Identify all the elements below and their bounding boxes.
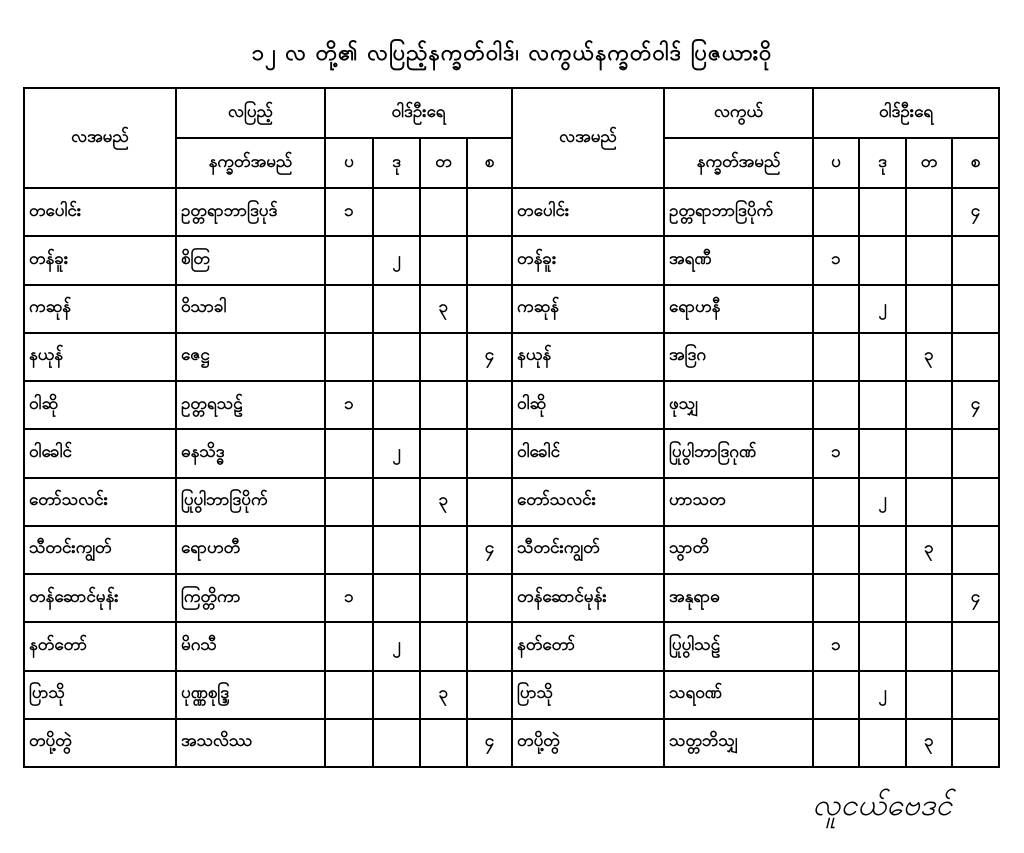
header-right-group: ဝါဒ်ဦးရေ [813, 88, 999, 138]
new-count-cell [952, 285, 999, 333]
full-count-cell [373, 285, 420, 333]
header-right-sub-1: ပ [813, 138, 859, 188]
month-cell: နတ်တော် [512, 622, 664, 670]
month-cell: ပြာသို [512, 671, 664, 719]
full-count-cell [467, 188, 512, 236]
new-moon-star-cell: ဥတ္တရာဘာဒြပိုက် [664, 188, 813, 236]
full-count-cell: ၄ [467, 333, 512, 381]
header-right-month: လအမည် [512, 88, 664, 188]
new-moon-star-cell: ပြုပွါသဠ် [664, 622, 813, 670]
new-count-cell [952, 719, 999, 767]
new-moon-star-cell: ရောဟနီ [664, 285, 813, 333]
new-count-cell [813, 478, 859, 526]
month-cell: သီတင်းကျွတ် [24, 526, 176, 574]
month-cell: ဝါဆို [512, 381, 664, 429]
new-count-cell: ၁ [813, 429, 859, 477]
month-cell: တန်ခူး [24, 236, 176, 284]
full-count-cell: ၂ [373, 236, 420, 284]
full-count-cell [467, 574, 512, 622]
full-count-cell [325, 285, 373, 333]
full-count-cell: ၃ [420, 285, 467, 333]
full-count-cell [373, 188, 420, 236]
new-count-cell [952, 236, 999, 284]
new-moon-star-cell: သွာတိ [664, 526, 813, 574]
month-cell: ဝါခေါင် [24, 429, 176, 477]
full-count-cell: ၂ [373, 429, 420, 477]
full-count-cell [325, 526, 373, 574]
full-count-cell: ၃ [420, 478, 467, 526]
full-moon-star-cell: ဓနသိဒ္ဓ [176, 429, 325, 477]
new-moon-star-cell: ဟာသတ [664, 478, 813, 526]
table-row [24, 478, 999, 526]
full-count-cell [467, 622, 512, 670]
new-count-cell: ၁ [813, 236, 859, 284]
new-count-cell [906, 622, 952, 670]
full-moon-star-cell: ဇေဋ္ဌ [176, 333, 325, 381]
new-count-cell [813, 188, 859, 236]
full-count-cell: ၁ [325, 574, 373, 622]
new-count-cell [859, 526, 906, 574]
month-cell: ဝါဆို [24, 381, 176, 429]
new-moon-star-cell: အနုရာဓ [664, 574, 813, 622]
header-left-group: ဝါဒ်ဦးရေ [325, 88, 512, 138]
month-cell: ကဆုန် [512, 285, 664, 333]
new-count-cell [952, 671, 999, 719]
full-count-cell [420, 333, 467, 381]
new-count-cell [813, 285, 859, 333]
header-left-star-line1: လပြည့် [176, 88, 325, 138]
month-cell: တပေါင်း [512, 188, 664, 236]
month-cell: ဝါခေါင် [512, 429, 664, 477]
full-count-cell [467, 671, 512, 719]
full-count-cell [373, 574, 420, 622]
new-count-cell [952, 429, 999, 477]
full-count-cell [373, 671, 420, 719]
new-count-cell [906, 671, 952, 719]
full-count-cell [420, 526, 467, 574]
full-count-cell: ၄ [467, 526, 512, 574]
new-count-cell [813, 526, 859, 574]
full-count-cell [325, 236, 373, 284]
month-cell: တန်ဆောင်မုန်း [24, 574, 176, 622]
full-count-cell: ၁ [325, 188, 373, 236]
nakshatra-table [23, 87, 1000, 768]
header-left-sub-4: စ [467, 138, 512, 188]
full-count-cell [325, 671, 373, 719]
new-count-cell [859, 429, 906, 477]
full-moon-star-cell: အသလိဿ [176, 719, 325, 767]
month-cell: ပြာသို [24, 671, 176, 719]
new-moon-star-cell: အရဏီ [664, 236, 813, 284]
new-count-cell [813, 574, 859, 622]
new-count-cell [906, 236, 952, 284]
new-count-cell [813, 719, 859, 767]
full-moon-star-cell: ရောဟတီ [176, 526, 325, 574]
full-count-cell [373, 478, 420, 526]
full-count-cell [420, 236, 467, 284]
new-count-cell: ၃ [906, 719, 952, 767]
new-count-cell [813, 333, 859, 381]
month-cell: တပို့တွဲ [24, 719, 176, 767]
new-count-cell: ၃ [906, 333, 952, 381]
full-count-cell: ၁ [325, 381, 373, 429]
new-count-cell [813, 671, 859, 719]
new-count-cell: ၂ [859, 478, 906, 526]
new-count-cell [906, 285, 952, 333]
full-count-cell [467, 478, 512, 526]
full-moon-star-cell: ဥတ္တရသဠ် [176, 381, 325, 429]
new-moon-star-cell: သရဝဏ် [664, 671, 813, 719]
new-count-cell [859, 381, 906, 429]
table-row [24, 333, 999, 381]
new-count-cell [813, 381, 859, 429]
full-count-cell [373, 719, 420, 767]
new-count-cell: ၁ [813, 622, 859, 670]
full-count-cell [467, 285, 512, 333]
table-row [24, 381, 999, 429]
table-row [24, 236, 999, 284]
new-count-cell [859, 574, 906, 622]
month-cell: သီတင်းကျွတ် [512, 526, 664, 574]
header-left-sub-2: ဒု [373, 138, 420, 188]
new-count-cell [952, 478, 999, 526]
header-left-sub-1: ပ [325, 138, 373, 188]
full-count-cell [373, 526, 420, 574]
new-count-cell [906, 574, 952, 622]
month-cell: တန်ဆောင်မုန်း [512, 574, 664, 622]
full-count-cell [325, 429, 373, 477]
full-moon-star-cell: ဥတ္တရာဘာဒြပုဒ် [176, 188, 325, 236]
new-count-cell: ၄ [952, 574, 999, 622]
full-count-cell [373, 381, 420, 429]
full-moon-star-cell: ကြတ္တိကာ [176, 574, 325, 622]
month-cell: တပို့တွဲ [512, 719, 664, 767]
new-count-cell [859, 622, 906, 670]
full-count-cell [467, 381, 512, 429]
month-cell: တပေါင်း [24, 188, 176, 236]
new-count-cell [859, 236, 906, 284]
new-count-cell [906, 381, 952, 429]
header-right-sub-4: စ [952, 138, 999, 188]
full-moon-star-cell: ပြုပွါဘာဒြပိုက် [176, 478, 325, 526]
new-moon-star-cell: သတ္တဘိသျှ [664, 719, 813, 767]
new-count-cell [859, 333, 906, 381]
full-moon-star-cell: စိတြ [176, 236, 325, 284]
new-count-cell: ၂ [859, 285, 906, 333]
full-count-cell [325, 719, 373, 767]
table-row [24, 188, 999, 236]
header-left-star-line2: နက္ခတ်အမည် [176, 138, 325, 188]
new-count-cell [859, 188, 906, 236]
month-cell: တော်သလင်း [24, 478, 176, 526]
full-count-cell: ၂ [373, 622, 420, 670]
table-row [24, 622, 999, 670]
table-row [24, 719, 999, 767]
full-moon-star-cell: ဝိသာခါ [176, 285, 325, 333]
month-cell: နယုန် [24, 333, 176, 381]
full-count-cell [373, 333, 420, 381]
new-moon-star-cell: ပြုပွါဘာဒြဂုဏ် [664, 429, 813, 477]
header-right-star-line2: နက္ခတ်အမည် [664, 138, 813, 188]
month-cell: ကဆုန် [24, 285, 176, 333]
new-count-cell [906, 478, 952, 526]
table-row [24, 526, 999, 574]
table-row [24, 429, 999, 477]
month-cell: နတ်တော် [24, 622, 176, 670]
table-row [24, 285, 999, 333]
full-count-cell [325, 622, 373, 670]
full-count-cell [325, 333, 373, 381]
full-count-cell [420, 381, 467, 429]
new-count-cell: ၂ [859, 671, 906, 719]
header-right-sub-3: တ [906, 138, 952, 188]
new-count-cell [859, 719, 906, 767]
header-right-star-line1: လကွယ် [664, 88, 813, 138]
full-count-cell [420, 574, 467, 622]
full-count-cell [420, 622, 467, 670]
new-count-cell: ၃ [906, 526, 952, 574]
full-count-cell [420, 429, 467, 477]
header-left-sub-3: တ [420, 138, 467, 188]
page-title: ၁၂ လ တို့၏ လပြည့်နက္ခတ်ဝါဒ်၊ လကွယ်နက္ခတ်ဝါဒ် ပြဇယားဝို [251, 41, 773, 66]
full-count-cell: ၃ [420, 671, 467, 719]
full-count-cell [467, 429, 512, 477]
full-count-cell [325, 478, 373, 526]
new-count-cell [952, 333, 999, 381]
full-count-cell [420, 188, 467, 236]
table-row [24, 574, 999, 622]
new-count-cell [906, 429, 952, 477]
month-cell: နယုန် [512, 333, 664, 381]
header-left-month: လအမည် [24, 88, 176, 188]
new-count-cell: ၄ [952, 188, 999, 236]
full-count-cell [467, 236, 512, 284]
full-moon-star-cell: ပုဏ္ဏစုဒ္ဒြ [176, 671, 325, 719]
full-moon-star-cell: မိဂသီ [176, 622, 325, 670]
table-row [24, 671, 999, 719]
signature: လူငယ်ဗေဒင် [812, 788, 952, 823]
month-cell: တော်သလင်း [512, 478, 664, 526]
month-cell: တန်ခူး [512, 236, 664, 284]
new-moon-star-cell: ဖုသျှ [664, 381, 813, 429]
new-count-cell: ၄ [952, 381, 999, 429]
full-count-cell: ၄ [467, 719, 512, 767]
full-count-cell [420, 719, 467, 767]
header-right-sub-2: ဒု [859, 138, 906, 188]
new-count-cell [952, 526, 999, 574]
new-moon-star-cell: အဒြဂ [664, 333, 813, 381]
new-count-cell [952, 622, 999, 670]
new-count-cell [906, 188, 952, 236]
